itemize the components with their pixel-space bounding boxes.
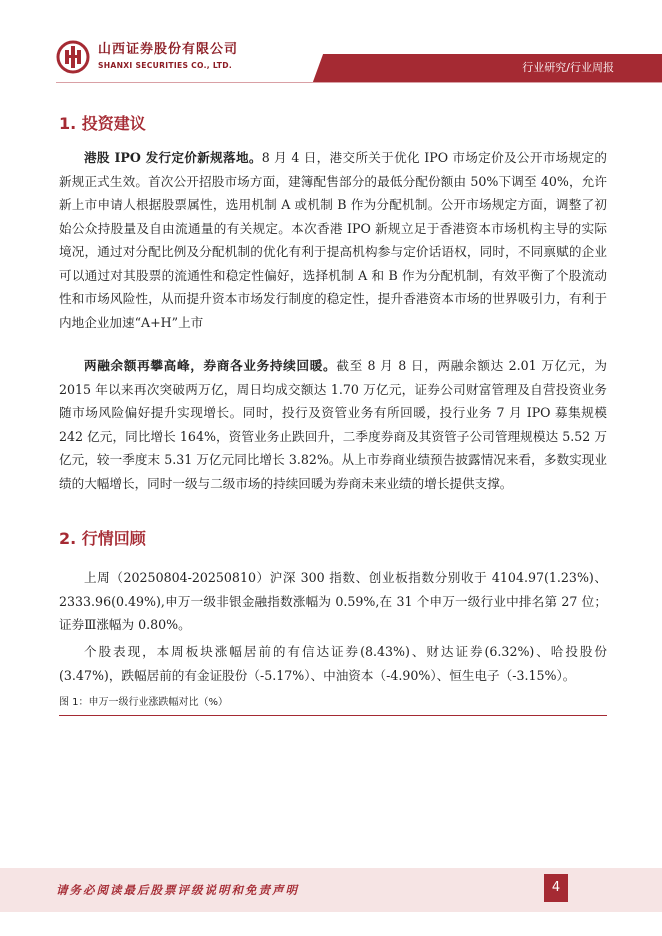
- paragraph-lead: 港股 IPO 发行定价新规落地。: [84, 150, 262, 165]
- paragraph-body: 截至 8 月 8 日，两融余额达 2.01 万亿元，为 2015 年以来再次突破两万亿，周日均成交额达 1.70 万亿元，证券公司财富管理及自营投资业务随市场风险偏好提升实现增长。同时，投行及资管业务有所回暖，投行业务 7 月 IPO 募集规模 242 亿元，同比增长 164%，资管业务止跌回升，二季度券商及其资管子公司管理规模达 5.52 万亿元，较一季度末 5.31 万亿元同比增长 3.82%。从上市券商业绩预告披露情况来看，多数实现业绩的大幅增长，同时一级与二级市场的持续回暖为券商未来业绩的增长提供支撑。: [59, 358, 608, 491]
- paragraph-margin-balance: [59, 354, 607, 495]
- report-type-label: 行业研究/行业周报: [522, 61, 614, 74]
- company-name-en: SHANXI SECURITIES CO., LTD.: [98, 61, 233, 70]
- section-title-investment-advice: 1. 投资建议: [59, 114, 146, 133]
- page-header: [0, 0, 662, 82]
- paragraph-index-review: [59, 566, 607, 637]
- paragraph-body: 个股表现，本周板块涨幅居前的有信达证券(8.43%)、财达证券(6.32%)、哈投股份(3.47%)，跌幅居前的有金证股份（-5.17%）、中油资本（-4.90%）、恒生电子（-3.15%）。: [59, 644, 607, 683]
- figure-caption: 图 1：申万一级行业涨跌幅对比（%）: [59, 697, 229, 708]
- company-name-cn: 山西证券股份有限公司: [98, 42, 239, 57]
- disclaimer-link[interactable]: 请务必阅读最后股票评级说明和免责声明: [56, 883, 299, 897]
- paragraph-body: 8 月 4 日，港交所关于优化 IPO 市场定价及公开市场规定的新规正式生效。首次公开招股市场方面，建簿配售部分的最低分配份额由 50%下调至 40%，允许新上市申请人根据股票属性，选用机制 A 或机制 B 作为分配机制。公开市场规定方面，调整了初始公众持股量及自由流通量的有关规定。本次香港 IPO 新规立足于香港资本市场机构主导的实际境况，通过对分配比例及分配机制的优化有利于提高机构参与定价话语权，同时，不同禀赋的企业可以通过对其股票的流通性和稳定性偏好，选择机制 A 和 B 作为分配机制，有效平衡了个股流动性和市场风险性，从而提升资本市场发行制度的稳定性，提升香港资本市场的世界吸引力，有利于内地企业加速“A+H”上市: [59, 150, 607, 330]
- section-title-market-review: 2. 行情回顾: [59, 529, 146, 548]
- company-logo-icon: [56, 40, 90, 74]
- page-number: 4: [544, 874, 568, 902]
- figure-divider: [59, 715, 607, 716]
- company-name: [98, 42, 238, 71]
- header-divider: [56, 82, 662, 83]
- paragraph-stock-performance: [59, 640, 607, 687]
- paragraph-body: 上周（20250804-20250810）沪深 300 指数、创业板指数分别收于 4104.97(1.23%)、2333.96(0.49%),申万一级非银金融指数涨幅为 0.59%,在 31 个申万一级行业中排名第 27 位；证券Ⅲ涨幅为 0.80%。: [59, 570, 607, 632]
- paragraph-ipo-rules: [59, 146, 607, 334]
- paragraph-lead: 两融余额再攀高峰，券商各业务持续回暖。: [84, 358, 337, 373]
